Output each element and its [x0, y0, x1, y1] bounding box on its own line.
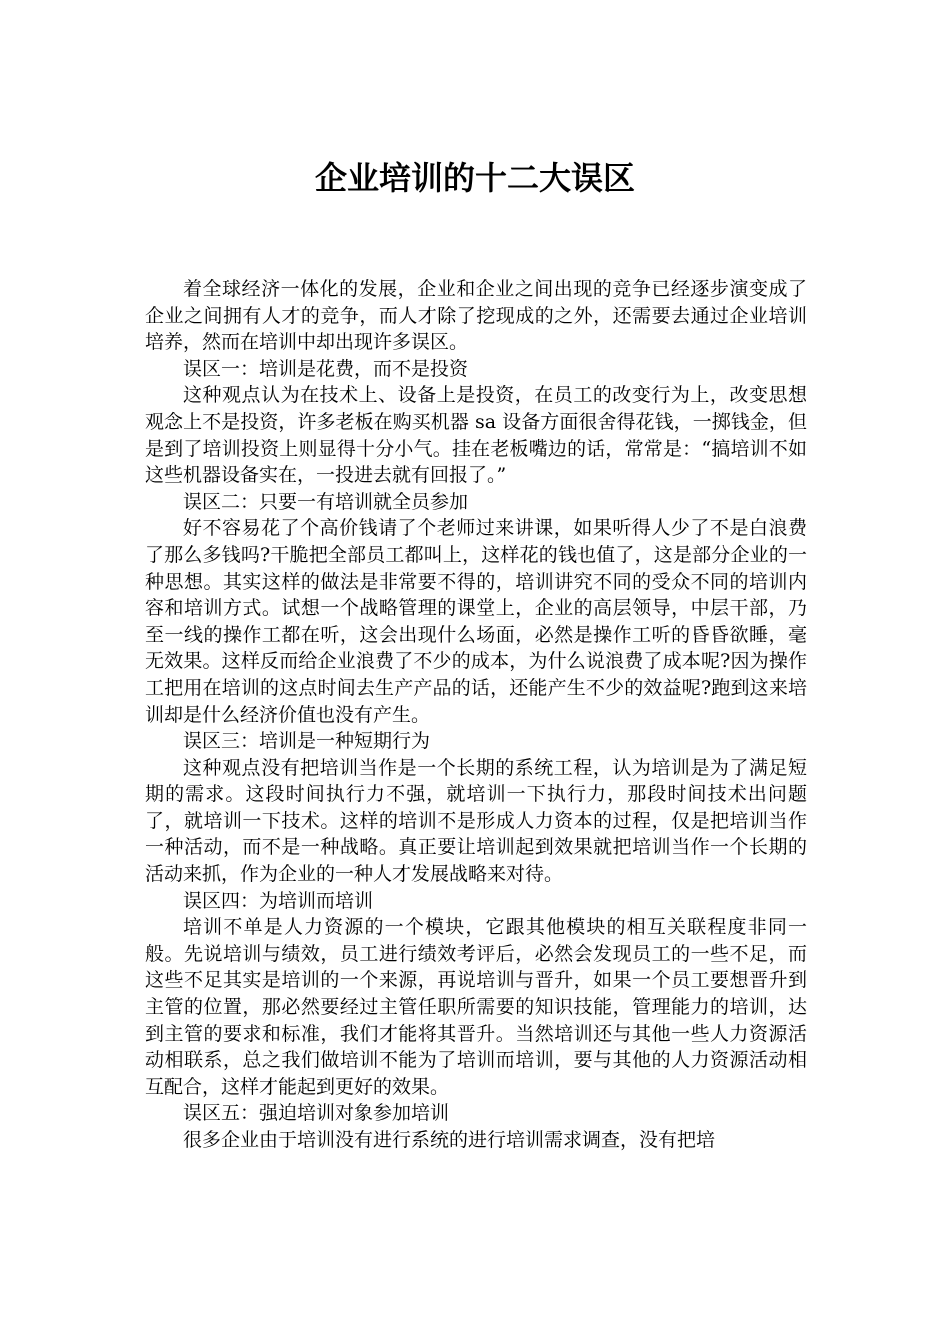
section-heading-4: 误区四：为培训而培训: [183, 889, 374, 912]
intro-paragraph: 着全球经济一体化的发展，企业和企业之间出现的竞争已经逐步演变成了企业之间拥有人才的竞争，而人才除了挖现成的之外，还需要去通过企业培训培养，然而在培训中却出现许多误区。: [145, 278, 807, 354]
section-paragraph-1: 这种观点认为在技术上、设备上是投资，在员工的改变行为上，改变思想观念上不是投资，许多老板在购买机器 sa 设备方面很舍得花钱，一掷钱金，但是到了培训投资上则显得十分小气。挂在老板嘴边的话，常常是：“搞培训不如这些机器设备实在，一投进去就有回报了。”: [145, 384, 807, 487]
section-paragraph-2: 好不容易花了个高价钱请了个老师过来讲课，如果听得人少了不是白浪费了那么多钱吗?干脆把全部员工都叫上，这样花的钱也值了，这是部分企业的一种思想。其实这样的做法是非常要不得的，培训讲究不同的受众不同的培训内容和培训方式。试想一个战略管理的课堂上，企业的高层领导，中层干部，乃至一线的操作工都在听，这会出现什么场面，必然是操作工听的昏昏欲睡，毫无效果。这样反而给企业浪费了不少的成本，为什么说浪费了成本呢?因为操作工把用在培训的这点时间去生产产品的话，还能产生不少的效益呢?跑到这来培训却是什么经济价值也没有产生。: [145, 517, 807, 726]
section-paragraph-4: 培训不单是人力资源的一个模块，它跟其他模块的相互关联程度非同一般。先说培训与绩效，员工进行绩效考评后，必然会发现员工的一些不足，而这些不足其实是培训的一个来源，再说培训与晋升，如果一个员工要想晋升到主管的位置，那必然要经过主管任职所需要的知识技能，管理能力的培训，达到主管的要求和标准，我们才能将其晋升。当然培训还与其他一些人力资源活动相联系，总之我们做培训不能为了培训而培训，要与其他的人力资源活动相互配合，这样才能起到更好的效果。: [145, 916, 807, 1098]
section-paragraph-3: 这种观点没有把培训当作是一个长期的系统工程，认为培训是为了满足短期的需求。这段时间执行力不强，就培训一下执行力，那段时间技术出问题了，就培训一下技术。这样的培训不是形成人力资本的过程，仅是把培训当作一种活动，而不是一种战略。真正要让培训起到效果就把培训当作一个长期的活动来抓，作为企业的一种人才发展战略来对待。: [145, 756, 807, 886]
section-heading-3: 误区三：培训是一种短期行为: [183, 730, 431, 753]
section-heading-1: 误区一：培训是花费，而不是投资: [183, 357, 469, 380]
document-title: 企业培训的十二大误区: [314, 159, 635, 197]
document-body: [145, 276, 807, 1154]
section-heading-5: 误区五：强迫培训对象参加培训: [183, 1102, 450, 1125]
section-heading-2: 误区二：只要一有培训就全员参加: [183, 490, 469, 513]
section-paragraph-5: 很多企业由于培训没有进行系统的进行培训需求调查，没有把培: [183, 1129, 716, 1151]
